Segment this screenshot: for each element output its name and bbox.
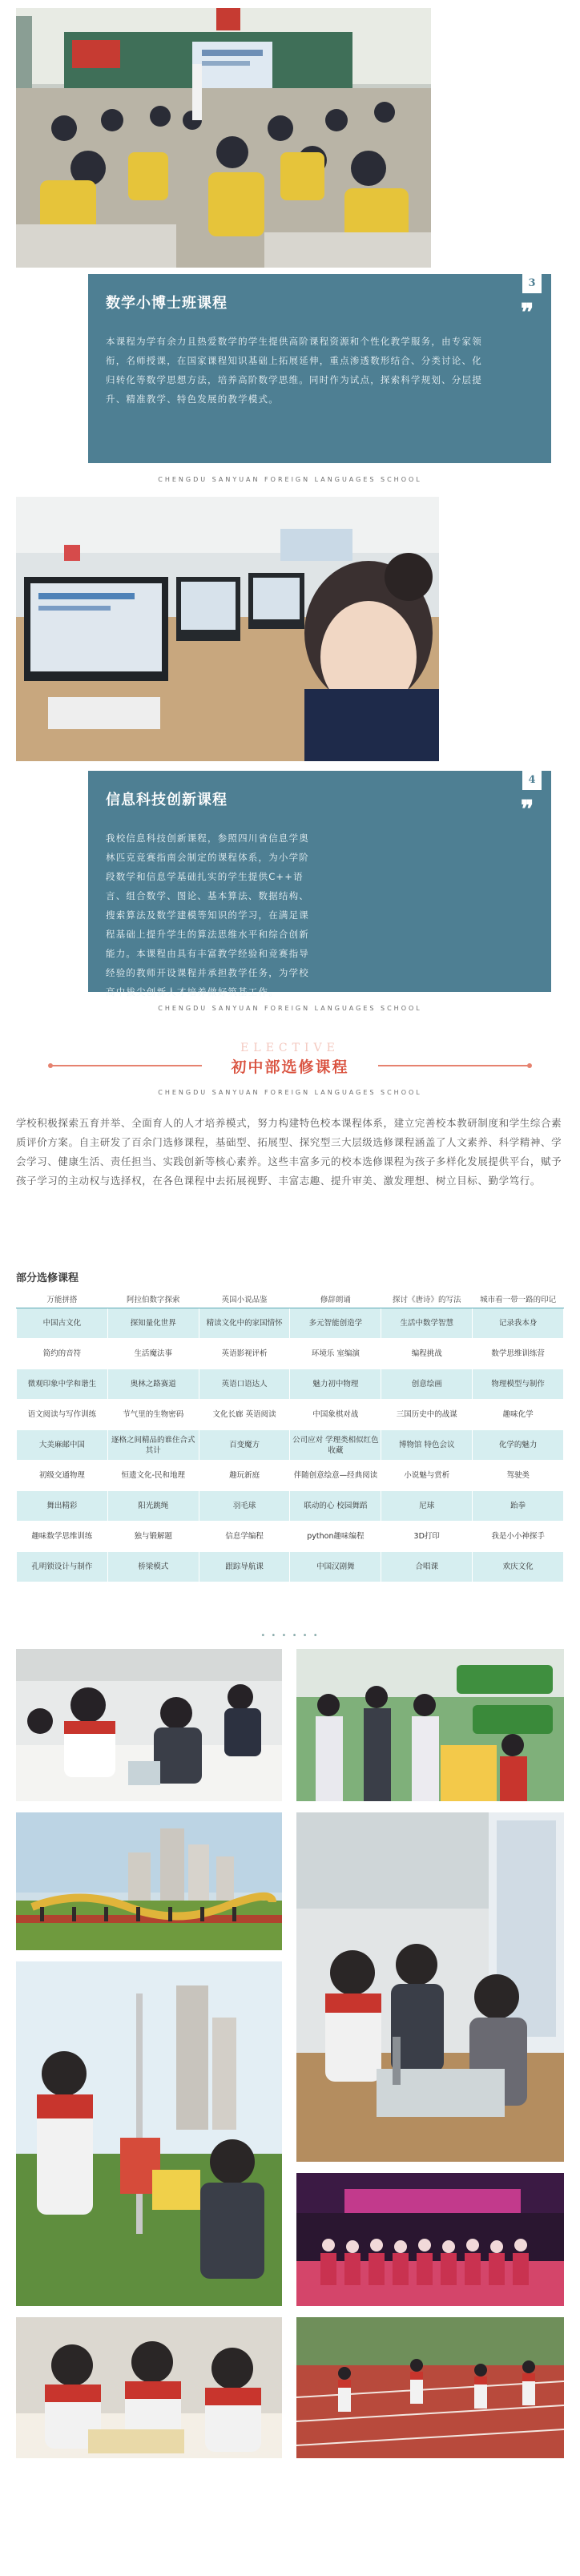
course-table-label: 部分选修课程: [16, 1272, 79, 1284]
table-cell: 生活中数学智慧: [381, 1308, 473, 1339]
table-cell: 英语影视评析: [199, 1339, 290, 1369]
table-cell: 趣味数学思维训练: [17, 1522, 108, 1552]
table-cell: 中国汉剧舞: [290, 1552, 381, 1582]
table-cell: 羽毛球: [199, 1491, 290, 1522]
table-cell: 多元智能创造学: [290, 1308, 381, 1339]
table-cell: 伴随创意绘意—经典阅读: [290, 1461, 381, 1491]
card-number-badge: 4: [522, 771, 542, 790]
it-course-description: 我校信息科技创新课程，参照四川省信息学奥林匹克竞赛指南会制定的课程体系，为小学阶段数学和信息学基础扎实的学生提供C++语言、组合数学、图论、基本算法、数据结构、搜索算法及数学建模等知识的学习，在满足课程基础上提升学生的算法思维水平和综合创新能力。本课程由具有丰富教学经验和竞赛指导经验的教师开设课程并承担教学任务，为学校高中拔尖创新人才培养做好筑基工作。: [106, 832, 309, 998]
table-row: [17, 1369, 564, 1400]
table-cell: 生活魔法事: [107, 1339, 199, 1369]
quote-mark-icon: ❞: [521, 299, 534, 327]
table-header-cell: 英国小说品鉴: [199, 1292, 290, 1308]
table-cell: 编程挑战: [381, 1339, 473, 1369]
classroom-photo: [16, 8, 431, 268]
table-cell: 百变魔方: [199, 1430, 290, 1461]
table-cell: 三国历史中的战谋: [381, 1400, 473, 1430]
gallery-photo-dragon-dance: [16, 1812, 282, 1950]
gallery-photo-chemistry-fair: [296, 1649, 564, 1801]
gallery-photo-painting-class: [16, 2317, 282, 2458]
table-cell: 初级交通物理: [17, 1461, 108, 1491]
table-cell: 小说魅与赏析: [381, 1461, 473, 1491]
math-course-card: [88, 274, 551, 463]
table-row: [17, 1522, 564, 1552]
table-cell: 环境乐 室编演: [290, 1339, 381, 1369]
table-cell: 数学思维训练营: [473, 1339, 564, 1369]
gallery-photo-physics-experiment: [296, 1812, 564, 2162]
table-header-cell: 城市看一带一路的印记: [473, 1292, 564, 1308]
table-cell: 阳光跳绳: [107, 1491, 199, 1522]
elective-course-table: [16, 1291, 564, 1582]
table-cell: 3D打印: [381, 1522, 473, 1552]
table-cell: 趣味化学: [473, 1400, 564, 1430]
table-cell: 记录我本身: [473, 1308, 564, 1339]
table-cell: python趣味编程: [290, 1522, 381, 1552]
table-row: [17, 1430, 564, 1461]
gallery-photo-track-field: [296, 2317, 564, 2458]
table-cell: 舞出精彩: [17, 1491, 108, 1522]
card-number-badge: 3: [522, 274, 542, 293]
table-cell: 创意绘画: [381, 1369, 473, 1400]
quote-mark-icon: ❞: [521, 796, 534, 824]
divider-dot-right: [527, 1063, 532, 1068]
elective-en-title: ELECTIVE: [240, 1042, 340, 1054]
school-name-en: CHENGDU SANYUAN FOREIGN LANGUAGES SCHOOL: [158, 476, 422, 483]
table-cell: 中国古文化: [17, 1308, 108, 1339]
table-cell: 尼球: [381, 1491, 473, 1522]
table-cell: 中国象棋对战: [290, 1400, 381, 1430]
gallery-photo-science-lab: [16, 1649, 282, 1801]
elective-intro-paragraph: 学校积极探索五育并举、全面育人的人才培养模式，努力构建特色校本课程体系，建立完善校本教研制度和学生综合素质评价方案。自主研发了百余门选修课程，基础型、拓展型、探究型三大层级选修课程涵盖了人文素养、科学精神、学会学习、健康生活、责任担当、实践创新等核心素养。这些丰富多元的校本选修课程为孩子多样化发展提供平台，赋予孩子学习的主动权与选择权，在各色课程中去拓展视野、丰富志趣、提升审美、激发理想、树立目标、勤学笃行。: [16, 1117, 562, 1187]
math-course-title: 数学小博士班课程: [106, 295, 228, 312]
table-cell: 趣玩新庭: [199, 1461, 290, 1491]
table-cell: 文化长廊 英语阅读: [199, 1400, 290, 1430]
table-cell: 化学的魅力: [473, 1430, 564, 1461]
table-cell: 跆拳: [473, 1491, 564, 1522]
table-cell: 奥林之路赛道: [107, 1369, 199, 1400]
table-cell: 探知量化世界: [107, 1308, 199, 1339]
table-cell: 合唱课: [381, 1552, 473, 1582]
math-course-description: 本课程为学有余力且热爱数学的学生提供高阶课程资源和个性化教学服务，由专家领衔，名师授课，在国家课程知识基础上拓展延伸，重点渗透数形结合、分类讨论、化归转化等数学思想方法，培养高阶数学思维。同时作为试点，探索科学规划、分层提升、精准教学、特色发展的教学模式。: [106, 336, 482, 405]
divider-line-right: [378, 1065, 530, 1066]
computer-lab-photo: [16, 497, 439, 761]
table-cell: 跟踪导航课: [199, 1552, 290, 1582]
table-cell: 孔明锁设计与制作: [17, 1552, 108, 1582]
table-cell: 联动的心 校园舞蹈: [290, 1491, 381, 1522]
table-row: [17, 1461, 564, 1491]
gallery-photo-choir-performance: [296, 2173, 564, 2306]
table-row: [17, 1491, 564, 1522]
gallery-photo-rocket-launch: [16, 1961, 282, 2306]
table-row: [17, 1308, 564, 1339]
table-row: [17, 1552, 564, 1582]
table-cell: 博物馆 特色会议: [381, 1430, 473, 1461]
table-cell: 大美麻邮中国: [17, 1430, 108, 1461]
it-course-title: 信息科技创新课程: [106, 792, 228, 808]
gallery-divider: • • • • • •: [260, 1631, 320, 1640]
table-header-cell: 探讨《唐诗》的写法: [381, 1292, 473, 1308]
table-cell: 精读文化中的家国情怀: [199, 1308, 290, 1339]
table-cell: 独与锻解题: [107, 1522, 199, 1552]
table-cell: 语文阅读与写作训练: [17, 1400, 108, 1430]
table-cell: 英语口语达人: [199, 1369, 290, 1400]
table-header-cell: 万能拼搭: [17, 1292, 108, 1308]
table-row: [17, 1339, 564, 1369]
table-cell: 简约的音符: [17, 1339, 108, 1369]
table-cell: 逐格之间精品的谁住合式其计: [107, 1430, 199, 1461]
table-header-cell: 阿拉伯数字探索: [107, 1292, 199, 1308]
table-cell: 魅力初中物理: [290, 1369, 381, 1400]
table-cell: 桥梁模式: [107, 1552, 199, 1582]
table-row: [17, 1400, 564, 1430]
table-cell: 我是小小神探手: [473, 1522, 564, 1552]
table-cell: 微观印象中学和谐生: [17, 1369, 108, 1400]
table-cell: 物理模型与制作: [473, 1369, 564, 1400]
school-name-en: CHENGDU SANYUAN FOREIGN LANGUAGES SCHOOL: [158, 1089, 422, 1096]
elective-cn-title: 初中部选修课程: [231, 1058, 349, 1076]
table-cell: 信息学编程: [199, 1522, 290, 1552]
table-cell: 欢庆文化: [473, 1552, 564, 1582]
table-header-cell: 修辞朗诵: [290, 1292, 381, 1308]
table-header-row: [17, 1292, 564, 1308]
table-cell: 公司应对 学理类相似红色收藏: [290, 1430, 381, 1461]
it-course-card: [88, 771, 551, 998]
table-cell: 驾驶类: [473, 1461, 564, 1491]
table-cell: 恒遗文化-民和地理: [107, 1461, 199, 1491]
table-cell: 节气里的生物密码: [107, 1400, 199, 1430]
school-name-en: CHENGDU SANYUAN FOREIGN LANGUAGES SCHOOL: [158, 1005, 422, 1012]
